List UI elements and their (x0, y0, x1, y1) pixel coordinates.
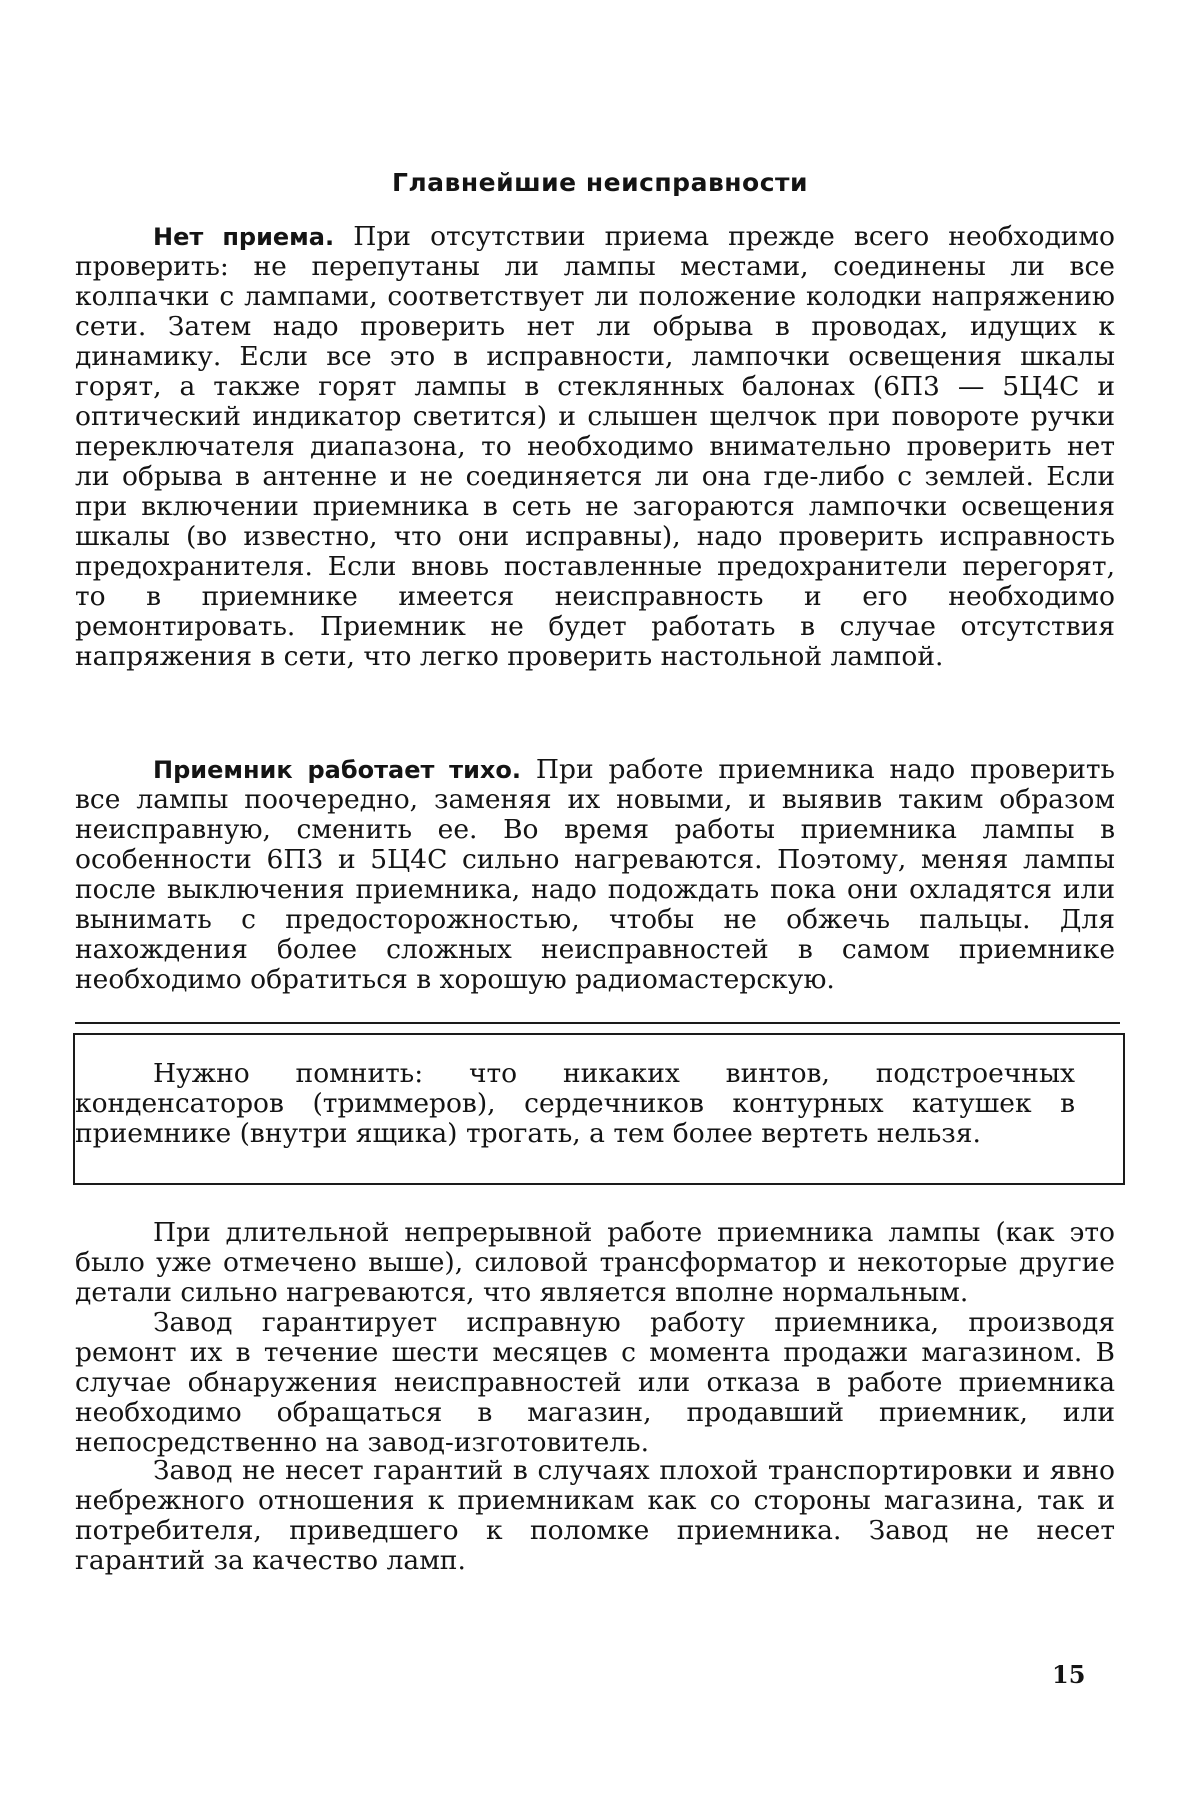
paragraph-warranty-exclusions: Завод не несет гарантий в случаях плохой транспортировки и явно небрежного отношения к приемникам как со стороны магазина, так и потребителя, приведшего к поломке приемника. Завод не несет гарантий за качество ламп. (75, 1455, 1115, 1576)
section-heading: Главнейшие неисправности (391, 168, 809, 197)
paragraph-text: При работе приемника надо проверить все лампы поочередно, заменяя их новыми, и выявив таким образом неисправную, сменить ее. Во время работы приемника лампы в особенности 6П3 и 5Ц4С сильно нагреваются. Поэтому, меняя лампы после выключения приемника, надо подождать пока они охладятся или вынимать с предосторожностью, чтобы не обжечь пальцы. Для нахождения более сложных неисправностей в самом приемнике необходимо обратиться в хорошую радиомастерскую. (75, 754, 1115, 995)
paragraph-heating: При длительной непрерывной работе приемника лампы (как это было уже отмечено выше), силовой трансформатор и некоторые другие детали сильно нагреваются, что является вполне нормальным. (75, 1217, 1115, 1308)
paragraph-text: При отсутствии приема прежде всего необходимо проверить: не перепутаны ли лампы местами, соединены ли все колпачки с лампами, соответствует ли положение колодки напряжению сети. Затем надо проверить нет ли обрыва в проводах, идущих к динамику. Если все это в исправности, лампочки освещения шкалы горят, а также горят лампы в стеклянных балонах (6П3 — 5Ц4С и оптический индикатор светится) и слышен щелчок при повороте ручки переключателя диапазона, то необходимо внимательно проверить нет ли обрыва в антенне и не соединяется ли она где-либо с землей. Если при включении приемника в сеть не загораются лампочки освещения шкалы (во известно, что они исправны), надо проверить исправность предохранителя. Если вновь поставленные предохранители перегорят, то в приемнике имеется неисправность и его необходимо ремонтировать. Приемник не будет работать в случае отсутствия напряжения в сети, что легко проверить настольной лампой. (75, 221, 1116, 672)
notice-text: Нужно помнить: что никаких винтов, подстроечных конденсаторов (триммеров), сердечников контурных катушек в приемнике (внутри ящика) трогать, а тем более вертеть нельзя. (75, 1058, 1075, 1149)
page-number: 15 (1052, 1660, 1086, 1689)
paragraph-no-reception (75, 222, 1115, 672)
paragraph-lead: Нет приема. (153, 223, 335, 251)
separator-rule (75, 1022, 1120, 1024)
paragraph-quiet-receiver (75, 755, 1115, 995)
paragraph-lead: Приемник работает тихо. (153, 756, 521, 784)
paragraph-warranty: Завод гарантирует исправную работу приемника, производя ремонт их в течение шести месяцев с момента продажи магазином. В случае обнаружения неисправностей или отказа в работе приемника необходимо обращаться в магазин, продавший приемник, или непосредственно на завод-изготовитель. (75, 1307, 1115, 1458)
